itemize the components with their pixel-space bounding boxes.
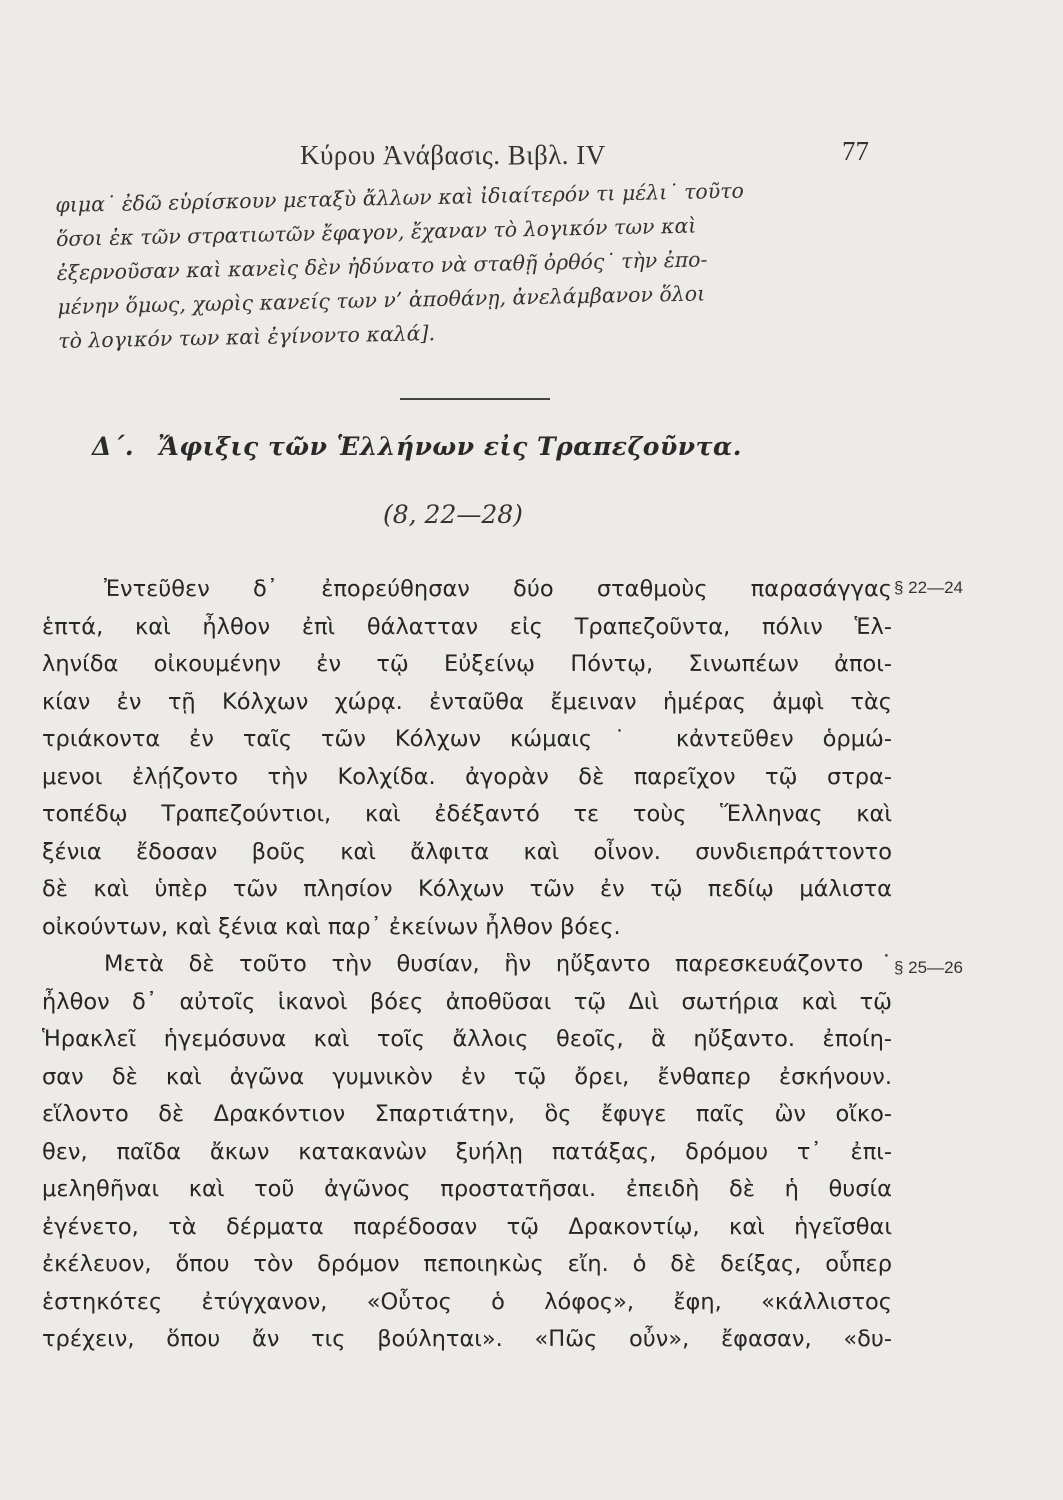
margin-reference: § 25—26 <box>894 958 963 977</box>
section-heading <box>92 432 742 461</box>
note-line: μένην ὅμως, χωρὶς κανείς των ν’ ἀποθάνῃ, ἀνελάμβανον ὅλοι <box>57 281 706 319</box>
body-line: ἐκέλευον, ὅπου τὸν δρόμον πεποιηκὼς εἴη. ὁ δὲ δείξας, οὗπερ <box>42 1251 892 1277</box>
body-line: ξένια ἔδοσαν βοῦς καὶ ἄλφιτα καὶ οἶνον. συνδιεπράττοντο <box>42 838 892 865</box>
body-line: οἰκούντων, καὶ ξένια καὶ παρ᾽ ἐκείνων ἦλθον βόες. <box>42 913 621 940</box>
body-line: τριάκοντα ἐν ταῖς τῶν Κόλχων κώμαις˙ κἀντεῦθεν ὁρμώ- <box>42 726 892 752</box>
margin-reference: § 22—24 <box>894 578 963 597</box>
body-line: δὲ καὶ ὑπὲρ τῶν πλησίον Κόλχων τῶν ἐν τῷ πεδίῳ μάλιστα <box>42 876 892 902</box>
body-line: ἐγένετο, τὰ δέρματα παρέδοσαν τῷ Δρακοντίῳ, καὶ ἡγεῖσθαι <box>42 1213 892 1240</box>
body-line: ἑστηκότες ἐτύγχανον, «Οὗτος ὁ λόφος», ἔφη, «κάλλιστος <box>42 1288 892 1315</box>
body-line: Ἐντεῦθεν δ᾽ ἐπορεύθησαν δύο σταθμοὺς παρασάγγας <box>104 576 892 602</box>
page-number: 77 <box>842 136 869 166</box>
body-line: ληνίδα οἰκουμένην ἐν τῷ Εὐξείνῳ Πόντῳ, Σινωπέων ἀποι- <box>42 651 892 677</box>
note-line: ὅσοι ἐκ τῶν στρατιωτῶν ἔφαγον, ἔχαναν τὸ λογικόν των καὶ <box>55 213 697 251</box>
section-number: Δ΄. <box>92 432 135 461</box>
note-line: τὸ λογικόν των καὶ ἐγίνοντο καλά]. <box>57 321 436 353</box>
note-line: ἐξερνοῦσαν καὶ κανεὶς δὲν ἠδύνατο νὰ σταθῇ ὀρθός˙ τὴν ἐπο- <box>56 247 708 285</box>
passage-reference: (8, 22—28) <box>383 500 523 529</box>
body-line: εἵλοντο δὲ Δρακόντιον Σπαρτιάτην, ὃς ἔφυγε παῖς ὢν οἴκο- <box>42 1101 892 1127</box>
body-line: σαν δὲ καὶ ἀγῶνα γυμνικὸν ἐν τῷ ὄρει, ἔνθαπερ ἐσκήνουν. <box>42 1063 892 1090</box>
body-line: κίαν ἐν τῇ Κόλχων χώρᾳ. ἐνταῦθα ἔμειναν ἡμέρας ἀμφὶ τὰς <box>42 688 892 715</box>
body-line: ἦλθον δ᾽ αὐτοῖς ἱκανοὶ βόες ἀποθῦσαι τῷ Διὶ σωτήρια καὶ τῷ <box>42 988 892 1015</box>
body-line: τρέχειν, ὅπου ἄν τις βούληται». «Πῶς οὖν», ἔφασαν, «δυ- <box>42 1326 892 1352</box>
body-line: τοπέδῳ Τραπεζούντιοι, καὶ ἐδέξαντό τε τοὺς Ἕλληνας καὶ <box>42 801 892 827</box>
body-text <box>42 571 892 1359</box>
body-line: ἑπτά, καὶ ἦλθον ἐπὶ θάλατταν εἰς Τραπεζοῦντα, πόλιν Ἑλ- <box>42 613 892 640</box>
section-divider <box>400 398 550 400</box>
body-line: θεν, παῖδα ἄκων κατακανὼν ξυήλῃ πατάξας, δρόμου τ᾽ ἐπι- <box>42 1138 892 1165</box>
body-line: μεληθῆναι καὶ τοῦ ἀγῶνος προστατῆσαι. ἐπειδὴ δὲ ἡ θυσία <box>42 1176 892 1202</box>
body-line: Μετὰ δὲ τοῦτο τὴν θυσίαν, ἣν ηὔξαντο παρεσκευάζοντο˙ <box>104 951 892 977</box>
body-line: μενοι ἐλῄζοντο τὴν Κολχίδα. ἀγορὰν δὲ παρεῖχον τῷ στρα- <box>42 763 892 790</box>
section-title: Ἄφιξις τῶν Ἑλλήνων εἰς Τραπεζοῦντα. <box>158 432 742 461</box>
running-head: Κύρου Ἀνάβασις. Βιβλ. IV <box>300 140 606 170</box>
footnote-continuation <box>55 170 898 358</box>
note-line: φιμα˙ ἐδῶ εὑρίσκουν μεταξὺ ἄλλων καὶ ἰδιαίτερόν τι μέλι˙ τοῦτο <box>55 178 745 217</box>
body-line: Ἡρακλεῖ ἡγεμόσυνα καὶ τοῖς ἄλλοις θεοῖς, ἃ ηὔξαντο. ἐποίη- <box>42 1026 892 1052</box>
